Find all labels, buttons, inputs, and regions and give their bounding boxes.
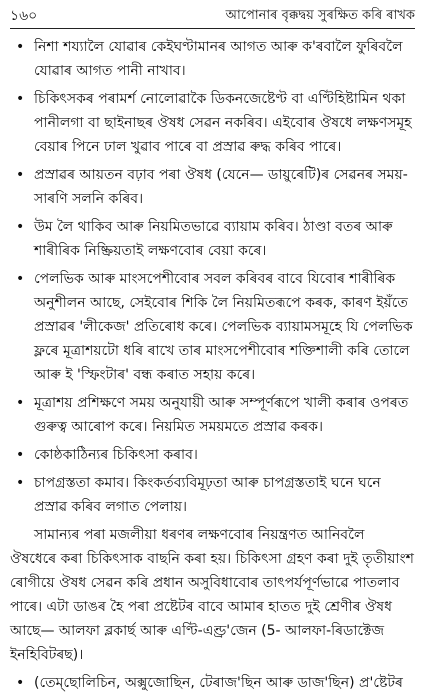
bullet-icon: • <box>16 91 25 107</box>
list-item-text: উম লৈ থাকিব আৰু নিয়মিতভাৱে ব্যায়াম কৰিব। ঠাণ্ডা বতৰ আৰু শাৰীৰিক নিষ্ক্ৰিয়তাই লক্ষণবোৰ বেয়া কৰে। <box>34 219 393 259</box>
list-item-text: মূত্ৰাশয় প্ৰশিক্ষণে সময় অনুযায়ী আৰু সম্পূৰ্ণৰূপে খালী কৰাৰ ওপৰত গুৰুত্ব আৰোপ কৰে। নিয়মিত সময়মতে প্ৰস্ৰাৱ কৰক। <box>34 395 409 435</box>
bullet-icon: • <box>16 675 25 691</box>
list-item-text: চাপগ্ৰস্ততা কমাব। কিংকৰ্তব্যবিমূঢ়তা আৰু চাপগ্ৰস্ততাই ঘনে ঘনে প্ৰস্ৰাৱ কৰিব লগাত পেলায়। <box>34 475 381 515</box>
list-item <box>10 267 415 387</box>
list-item-text: নিশা শয্যালৈ যোৱাৰ কেইঘণ্টামানৰ আগত আৰু ক'ৰবালৈ ফুৰিবলৈ যোৱাৰ আগত পানী নাখাব। <box>34 39 403 79</box>
running-title: আপোনাৰ বৃক্কদ্বয় সুৰক্ষিত কৰি ৰাখক <box>225 8 415 23</box>
bullet-icon: • <box>16 219 25 235</box>
page-header <box>10 6 415 29</box>
list-item-text: (তেম্‌ছোলিচিন, অক্সুজোছিন, টেৰাজ'ছিন আৰু ডাজ'ছিন) প্ৰ'ষ্টেটৰ <box>34 675 403 691</box>
list-item <box>10 391 415 439</box>
list-item <box>10 163 415 211</box>
page-content <box>10 35 415 695</box>
bullet-icon: • <box>16 475 25 491</box>
list-item <box>10 471 415 519</box>
list-item <box>10 671 415 695</box>
body-paragraph: সামান্যৰ পৰা মজলীয়া ধৰণৰ লক্ষণবোৰ নিয়ন্ত্ৰণত আনিবলৈ ঔষধেৰে কৰা চিকিৎসাক বাছনি কৰা হয়। চিকিৎসা গ্ৰহণ কৰা দুই তৃতীয়াংশ ৰোগীয়ে ঔষধ সেৱন কৰি প্ৰধান অসুবিধাবোৰ তাৎপৰ্যপূৰ্ণভাৱে পাতলাব পাৰে। এটা ডাঙৰ হৈ পৰা প্ৰষ্টেটৰ বাবে আমাৰ হাতত দুই শ্ৰেণীৰ ঔষধ আছে— আলফা ব্লকাৰ্ছ আৰু এণ্টি-এণ্ড্ৰ'জেন (5- আলফা-ৰিডাক্টেজ ইনহিবিটৰছ)। <box>10 527 414 663</box>
list-item-text: পেলভিক আৰু মাংসপেশীবোৰ সবল কৰিবৰ বাবে যিবোৰ শাৰীৰিক অনুশীলন আছে, সেইবোৰ শিকি লৈ নিয়মিতৰূপে কৰক, কাৰণ ইয়ঁতে প্ৰস্ৰাৱৰ 'লীকেজ' প্ৰতিৰোধ কৰে। পেলভিক ব্যায়ামসমূহে যি পেলভিক ফ্লৰে মূত্ৰাশয়টো ধৰি ৰাখে তাৰ মাংসপেশীবোৰ শক্তিশালী কৰি তোলে আৰু ই 'স্ফিংটাৰ' বন্ধ কৰাত সহায় কৰে। <box>34 271 413 383</box>
list-item-text: প্ৰস্ৰাৱৰ আয়তন বঢ়াব পৰা ঔষধ (যেনে— ডায়ুৰেটি)ৰ সেৱনৰ সময়-সাৰণি সলনি কৰিব। <box>34 167 408 207</box>
list-item-text: চিকিৎসকৰ পৰামৰ্শ নোলোৱাকৈ ডিকনজেষ্টেণ্ট বা এণ্টিহিষ্টামিন থকা পানীলগা বা ছাইনাছৰ ঔষধ সেৱন নকৰিব। এইবোৰ ঔষধে লক্ষণসমূহ বেয়াৰ পিনে ঢাল খুৱাব পাৰে বা প্ৰস্ৰাৱ ৰুদ্ধ কৰিব পাৰে। <box>34 91 412 155</box>
bullet-icon: • <box>16 271 25 287</box>
page-number: ১৬০ <box>10 8 38 24</box>
list-item <box>10 443 415 467</box>
bullet-icon: • <box>16 447 25 463</box>
list-item <box>10 215 415 263</box>
bullet-icon: • <box>16 395 25 411</box>
list-item <box>10 87 415 159</box>
bullet-list <box>10 35 415 519</box>
list-item-text: কোষ্ঠকাঠিন্যৰ চিকিৎসা কৰাব। <box>34 447 198 463</box>
bullet-icon: • <box>16 167 25 183</box>
bullet-icon: • <box>16 39 25 55</box>
list-item <box>10 35 415 83</box>
